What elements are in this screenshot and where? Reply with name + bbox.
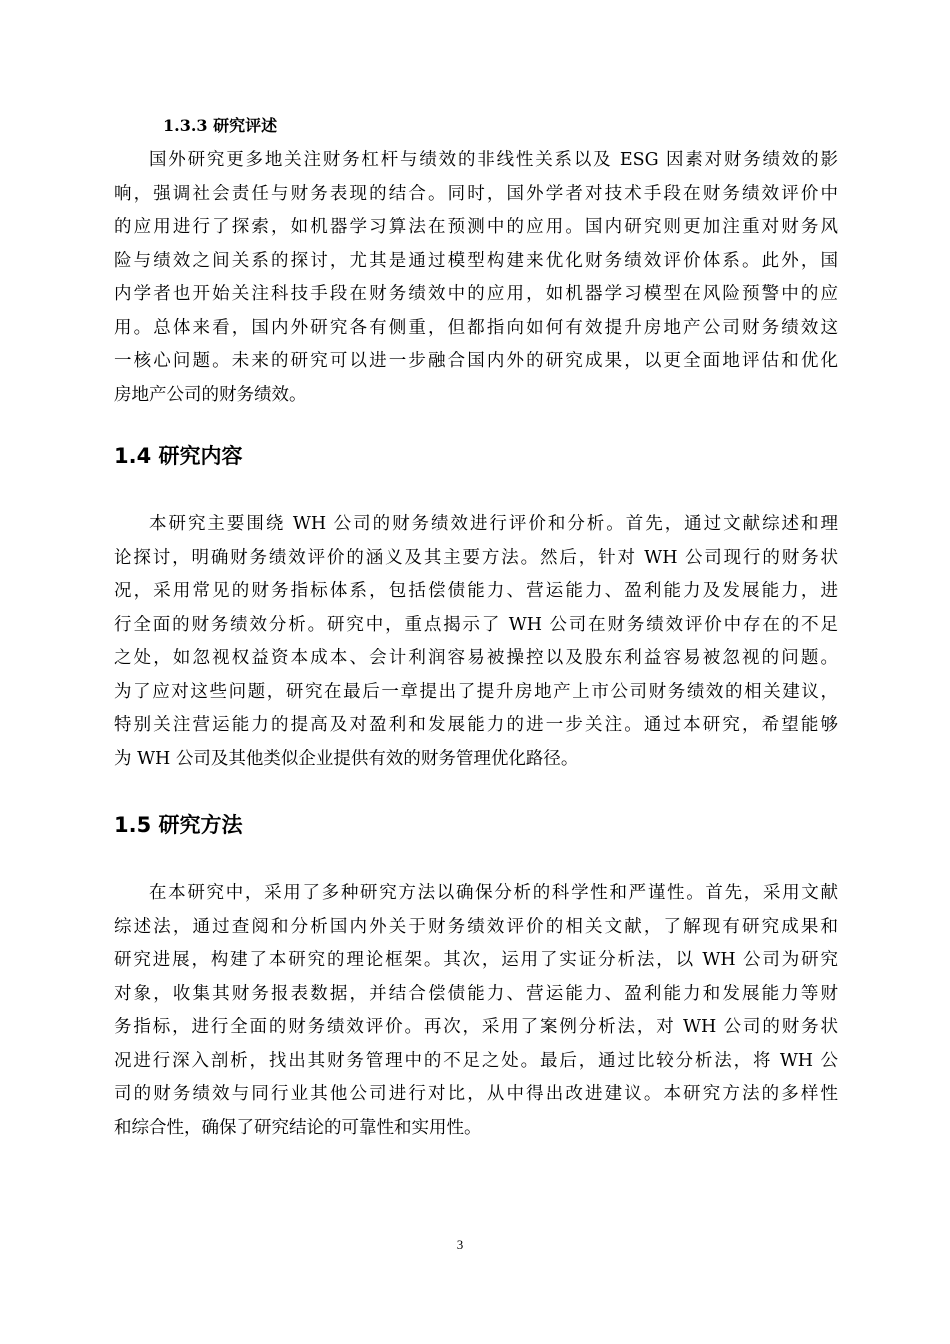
paragraph-line: 综述法，通过查阅和分析国内外关于财务绩效评价的相关文献，了解现有研究成果和 (114, 916, 838, 937)
paragraph-line: 为了应对这些问题，研究在最后一章提出了提升房地产上市公司财务绩效的相关建议， (114, 681, 838, 702)
subsection-heading-1-3-3: 1.3.3 研究评述 (163, 116, 278, 135)
paragraph-line: 响，强调社会责任与财务表现的结合。同时，国外学者对技术手段在财务绩效评价中 (114, 183, 838, 204)
section-heading-1-5: 1.5 研究方法 (114, 813, 243, 837)
paragraph-line: 险与绩效之间关系的探讨，尤其是通过模型构建来优化财务绩效评价体系。此外，国 (114, 250, 838, 271)
paragraph-line: 用。总体来看，国内外研究各有侧重，但都指向如何有效提升房地产公司财务绩效这 (114, 317, 838, 338)
paragraph-line: 研究进展，构建了本研究的理论框架。其次，运用了实证分析法，以 WH 公司为研究 (114, 950, 838, 970)
paragraph-line: 对象，收集其财务报表数据，并结合偿债能力、营运能力、盈利能力和发展能力等财 (114, 983, 838, 1004)
paragraph-line: 务指标，进行全面的财务绩效评价。再次，采用了案例分析法，对 WH 公司的财务状 (114, 1017, 838, 1037)
paragraph-line: 为 WH 公司及其他类似企业提供有效的财务管理优化路径。 (114, 748, 579, 769)
page-number: 3 (456, 1237, 464, 1252)
paragraph-line: 本研究主要围绕 WH 公司的财务绩效进行评价和分析。首先，通过文献综述和理 (149, 514, 838, 534)
paragraph-line: 况进行深入剖析，找出其财务管理中的不足之处。最后，通过比较分析法，将 WH 公 (114, 1050, 838, 1071)
paragraph-research-review (114, 144, 838, 412)
paragraph-line: 在本研究中，采用了多种研究方法以确保分析的科学性和严谨性。首先，采用文献 (149, 883, 838, 903)
paragraph-line: 之处，如忽视权益资本成本、会计利润容易被操控以及股东利益容易被忽视的问题。 (114, 648, 838, 668)
paragraph-line: 房地产公司的财务绩效。 (114, 384, 307, 405)
paragraph-line: 一核心问题。未来的研究可以进一步融合国内外的研究成果，以更全面地评估和优化 (114, 351, 838, 371)
paragraph-line: 和综合性，确保了研究结论的可靠性和实用性。 (114, 1117, 482, 1138)
paragraph-line: 司的财务绩效与同行业其他公司进行对比，从中得出改进建议。本研究方法的多样性 (114, 1084, 838, 1104)
paragraph-line: 行全面的财务绩效分析。研究中，重点揭示了 WH 公司在财务绩效评价中存在的不足 (114, 614, 838, 635)
paragraph-research-methods (114, 877, 838, 1145)
paragraph-line: 论探讨，明确财务绩效评价的涵义及其主要方法。然后，针对 WH 公司现行的财务状 (114, 547, 838, 568)
paragraph-line: 况，采用常见的财务指标体系，包括偿债能力、营运能力、盈利能力及发展能力，进 (114, 581, 838, 601)
paragraph-line: 特别关注营运能力的提高及对盈利和发展能力的进一步关注。通过本研究，希望能够 (114, 715, 838, 735)
paragraph-line: 的应用进行了探索，如机器学习算法在预测中的应用。国内研究则更加注重对财务风 (114, 217, 838, 237)
paragraph-research-content (114, 508, 838, 776)
paragraph-line: 内学者也开始关注科技手段在财务绩效中的应用，如机器学习模型在风险预警中的应 (114, 284, 838, 304)
section-heading-1-4: 1.4 研究内容 (114, 444, 243, 468)
paragraph-line: 国外研究更多地关注财务杠杆与绩效的非线性关系以及 ESG 因素对财务绩效的影 (149, 150, 838, 170)
